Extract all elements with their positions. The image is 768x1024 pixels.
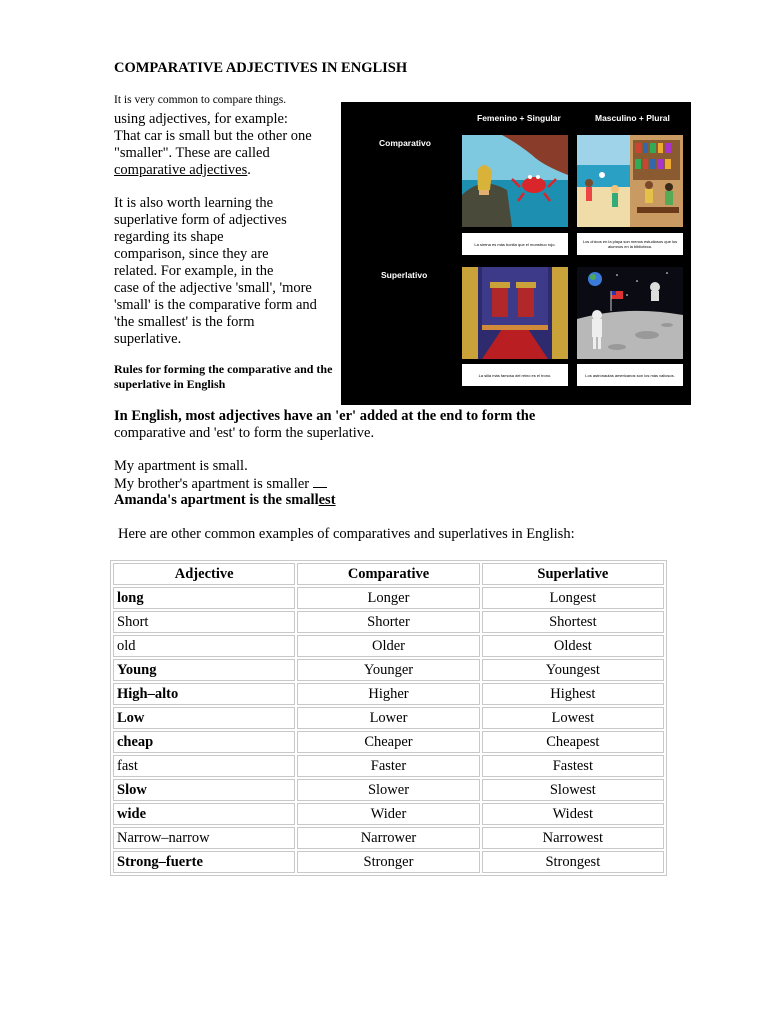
cell-superlative: Narrowest <box>482 827 664 849</box>
cell-superlative: Strongest <box>482 851 664 873</box>
caption-beach: Los chicos en la playa son menos estudiosos que los alumnos en la biblioteca. <box>577 233 683 255</box>
cell-comparative: Narrower <box>297 827 479 849</box>
para-line: 'small' is the comparative form and <box>114 297 317 313</box>
page-title: COMPARATIVE ADJECTIVES IN ENGLISH <box>114 60 408 76</box>
panel-mermaid-crab <box>462 135 568 227</box>
table-row <box>113 731 664 753</box>
cell-adjective: Short <box>113 611 295 633</box>
rule-rest-text: comparative and 'est' to form the superlative. <box>114 425 375 441</box>
table-row <box>113 659 664 681</box>
example-2 <box>114 475 327 493</box>
examples-intro: Here are other common examples of comparatives and superlatives in English: <box>118 526 575 542</box>
header-comparative: Comparative <box>297 563 479 585</box>
para-line: regarding its shape <box>114 229 224 245</box>
rule-bold-text: In English, most adjectives have an 'er' added at the end to form the <box>114 408 536 424</box>
cell-comparative: Wider <box>297 803 479 825</box>
cell-comparative: Older <box>297 635 479 657</box>
cell-comparative: Cheaper <box>297 731 479 753</box>
cell-superlative: Widest <box>482 803 664 825</box>
cell-comparative: Shorter <box>297 611 479 633</box>
cell-adjective: High–alto <box>113 683 295 705</box>
cell-adjective: cheap <box>113 731 295 753</box>
table-row <box>113 683 664 705</box>
rules-heading-line: Rules for forming the comparative and the <box>114 362 333 376</box>
caption-throne: La silla más famosa del reino es el trono. <box>462 364 568 386</box>
header-adjective: Adjective <box>113 563 295 585</box>
cell-superlative: Cheapest <box>482 731 664 753</box>
cell-adjective: Low <box>113 707 295 729</box>
para-line: 'the smallest' is the form <box>114 314 255 330</box>
para-line: case of the adjective 'small', 'more <box>114 280 312 296</box>
comparative-adjectives-link[interactable]: comparative adjectives <box>114 162 248 178</box>
cell-comparative: Faster <box>297 755 479 777</box>
cell-adjective: Young <box>113 659 295 681</box>
cell-comparative: Longer <box>297 587 479 609</box>
para-line: related. For example, in the <box>114 263 274 279</box>
para-line: superlative. <box>114 331 182 347</box>
cell-comparative: Slower <box>297 779 479 801</box>
cell-superlative: Lowest <box>482 707 664 729</box>
cell-comparative: Stronger <box>297 851 479 873</box>
cell-superlative: Oldest <box>482 635 664 657</box>
adjectives-table <box>110 560 667 876</box>
cell-adjective: Narrow–narrow <box>113 827 295 849</box>
row-label-superlative: Superlativo <box>381 270 428 280</box>
cell-adjective: Strong–fuerte <box>113 851 295 873</box>
example-3-prefix: Amanda's apartment is the small <box>114 492 319 508</box>
table-row <box>113 611 664 633</box>
table-row <box>113 755 664 777</box>
table-row <box>113 851 664 873</box>
cell-superlative: Youngest <box>482 659 664 681</box>
para-line: It is also worth learning the <box>114 195 274 211</box>
example-3 <box>114 492 336 509</box>
table-row <box>113 707 664 729</box>
panel-throne-room <box>462 267 568 359</box>
cell-adjective: fast <box>113 755 295 777</box>
intro-line: That car is small but the other one <box>114 128 312 144</box>
table-header-row <box>113 563 664 585</box>
header-feminine: Femenino + Singular <box>477 113 561 123</box>
rules-heading <box>114 362 332 392</box>
table-row <box>113 779 664 801</box>
cell-superlative: Longest <box>482 587 664 609</box>
panel-beach-library <box>577 135 683 227</box>
intro-line: "smaller". These are called <box>114 145 270 161</box>
table-row <box>113 587 664 609</box>
table-row <box>113 827 664 849</box>
cell-adjective: wide <box>113 803 295 825</box>
panel-moon-astronauts <box>577 267 683 359</box>
cell-comparative: Lower <box>297 707 479 729</box>
cell-superlative: Shortest <box>482 611 664 633</box>
cell-comparative: Younger <box>297 659 479 681</box>
table-row <box>113 635 664 657</box>
row-label-comparative: Comparativo <box>379 138 431 148</box>
cell-superlative: Slowest <box>482 779 664 801</box>
intro-line: using adjectives, for example: <box>114 111 288 127</box>
example-1: My apartment is small. <box>114 458 248 474</box>
blank-underline <box>313 475 327 488</box>
cell-superlative: Highest <box>482 683 664 705</box>
caption-moon: Los astronautas americanos son los más valiosos. <box>577 364 683 386</box>
cell-comparative: Higher <box>297 683 479 705</box>
intro-paragraph <box>114 111 312 179</box>
rules-heading-line: superlative in English <box>114 377 226 391</box>
intro-small-text: It is very common to compare things. <box>114 94 287 106</box>
para-line: superlative form of adjectives <box>114 212 287 228</box>
cell-adjective: old <box>113 635 295 657</box>
storyboard-image <box>341 102 691 405</box>
example-2-text: My brother's apartment is smaller <box>114 476 310 492</box>
caption-mermaid: La sirena es más bonita que el monstruo rojo. <box>462 233 568 255</box>
cell-adjective: long <box>113 587 295 609</box>
table-row <box>113 803 664 825</box>
intro-link-suffix: . <box>247 162 251 178</box>
example-3-suffix: est <box>318 492 336 508</box>
para-line: comparison, since they are <box>114 246 269 262</box>
superlative-paragraph <box>114 195 317 348</box>
header-masculine: Masculino + Plural <box>595 113 670 123</box>
header-superlative: Superlative <box>482 563 664 585</box>
cell-superlative: Fastest <box>482 755 664 777</box>
cell-adjective: Slow <box>113 779 295 801</box>
